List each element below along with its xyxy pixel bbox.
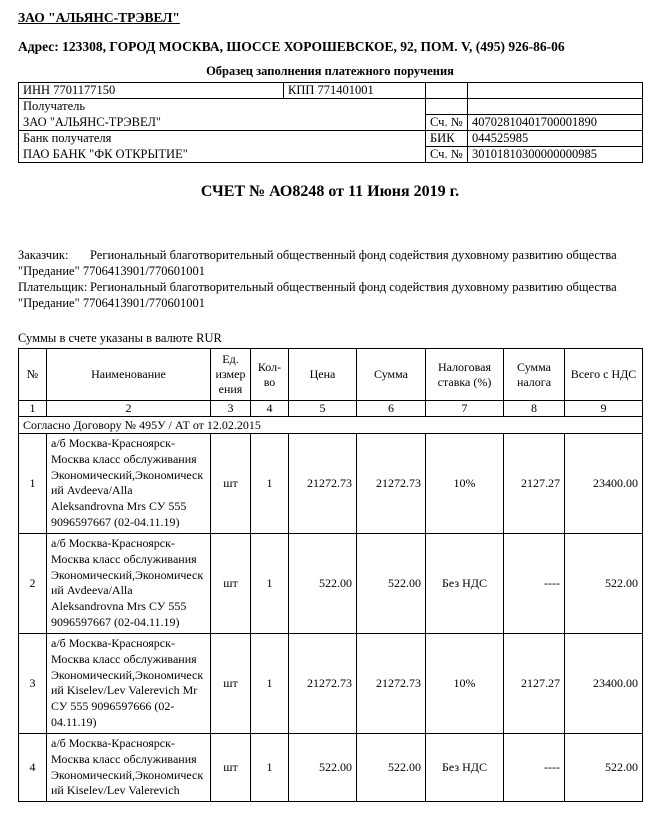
item-row (19, 434, 643, 534)
col-header-num: № (19, 349, 47, 401)
bank-requisites-table (18, 82, 643, 163)
column-number: 3 (211, 401, 251, 417)
item-sum: 21272.73 (357, 633, 426, 733)
column-number: 4 (251, 401, 289, 417)
column-number: 2 (47, 401, 211, 417)
bik-value: 044525985 (468, 131, 643, 147)
customer-line (18, 247, 642, 279)
item-number: 4 (19, 733, 47, 801)
item-unit: шт (211, 633, 251, 733)
item-unit: шт (211, 533, 251, 633)
inn-cell: ИНН 7701177150 (19, 83, 284, 99)
recipient-account-label: Сч. № (426, 115, 468, 131)
recipient-name: ЗАО "АЛЬЯНС-ТРЭВЕЛ" (19, 115, 426, 131)
payer-text: Региональный благотворительный общественный фонд содействия духовному развитию общества "Предание" 7706413901/770601001 (18, 280, 617, 310)
item-number: 2 (19, 533, 47, 633)
col-header-name: Наименование (47, 349, 211, 401)
item-tax-sum: ---- (504, 533, 565, 633)
company-address: Адрес: 123308, ГОРОД МОСКВА, ШОССЕ ХОРОШЕВСКОЕ, 92, ПОМ. V, (495) 926-86-06 (18, 39, 565, 54)
column-number: 5 (289, 401, 357, 417)
invoice-title: СЧЕТ № АО8248 от 11 Июня 2019 г. (200, 183, 460, 200)
column-number: 9 (565, 401, 643, 417)
item-name: а/б Москва-Красноярск-Москва класс обслуживания Экономический,Экономический Kiselev/Lev Valerevich Mr СУ 555 9096597666 (02-04.11.19) (47, 633, 211, 733)
payment-sample-title: Образец заполнения платежного поручения (206, 64, 454, 78)
recipient-label: Получатель (19, 99, 426, 115)
requisites-row-recipient-label (19, 99, 643, 115)
bik-label: БИК (426, 131, 468, 147)
item-price: 21272.73 (289, 434, 357, 534)
item-qty: 1 (251, 633, 289, 733)
bank-label: Банк получателя (19, 131, 426, 147)
item-row (19, 733, 643, 801)
item-price: 21272.73 (289, 633, 357, 733)
column-numbers-row (19, 401, 643, 417)
recipient-account-value: 40702810401700001890 (468, 115, 643, 131)
items-table (18, 348, 643, 802)
item-total: 23400.00 (565, 633, 643, 733)
items-header-row (19, 349, 643, 401)
empty-cell (468, 99, 643, 115)
col-header-price: Цена (289, 349, 357, 401)
kpp-cell: КПП 771401001 (284, 83, 426, 99)
column-number: 7 (426, 401, 504, 417)
requisites-row-inn (19, 83, 643, 99)
column-number: 6 (357, 401, 426, 417)
item-unit: шт (211, 434, 251, 534)
item-name: а/б Москва-Красноярск-Москва класс обслуживания Экономический,Экономический Avdeeva/Alla Aleksandrovna Mrs СУ 555 9096597667 (02-04.11.19) (47, 434, 211, 534)
col-header-sum: Сумма (357, 349, 426, 401)
item-total: 522.00 (565, 733, 643, 801)
item-tax-sum: ---- (504, 733, 565, 801)
requisites-row-bank-label (19, 131, 643, 147)
empty-cell (426, 99, 468, 115)
company-name: ЗАО "АЛЬЯНС-ТРЭВЕЛ" (18, 10, 180, 25)
item-unit: шт (211, 733, 251, 801)
item-qty: 1 (251, 434, 289, 534)
item-total: 522.00 (565, 533, 643, 633)
item-tax-rate: 10% (426, 633, 504, 733)
item-qty: 1 (251, 533, 289, 633)
bank-name: ПАО БАНК "ФК ОТКРЫТИЕ" (19, 147, 426, 163)
payer-label: Плательщик: (18, 280, 88, 294)
item-tax-rate: Без НДС (426, 533, 504, 633)
requisites-row-bank-name (19, 147, 643, 163)
item-tax-rate: Без НДС (426, 733, 504, 801)
item-tax-sum: 2127.27 (504, 434, 565, 534)
parties-block (18, 247, 642, 311)
col-header-total: Всего с НДС (565, 349, 643, 401)
empty-cell (468, 83, 643, 99)
item-row (19, 533, 643, 633)
item-tax-rate: 10% (426, 434, 504, 534)
payer-line (18, 279, 642, 311)
column-number: 1 (19, 401, 47, 417)
item-number: 3 (19, 633, 47, 733)
item-price: 522.00 (289, 533, 357, 633)
col-header-unit: Ед. измерения (211, 349, 251, 401)
empty-cell (426, 83, 468, 99)
column-number: 8 (504, 401, 565, 417)
item-sum: 522.00 (357, 533, 426, 633)
corr-account-label: Сч. № (426, 147, 468, 163)
item-sum: 522.00 (357, 733, 426, 801)
customer-label: Заказчик: (18, 248, 69, 262)
item-number: 1 (19, 434, 47, 534)
item-sum: 21272.73 (357, 434, 426, 534)
col-header-tax-rate: Налоговая ставка (%) (426, 349, 504, 401)
item-name: а/б Москва-Красноярск-Москва класс обслуживания Экономический,Экономический Avdeeva/Alla Aleksandrovna Mrs СУ 555 9096597667 (02-04.11.19) (47, 533, 211, 633)
requisites-row-recipient-name (19, 115, 643, 131)
item-tax-sum: 2127.27 (504, 633, 565, 733)
item-total: 23400.00 (565, 434, 643, 534)
contract-note-row (19, 417, 643, 434)
item-row (19, 633, 643, 733)
customer-text: Региональный благотворительный общественный фонд содействия духовному развитию общества "Предание" 7706413901/770601001 (18, 248, 617, 278)
corr-account-value: 30101810300000000985 (468, 147, 643, 163)
item-name: а/б Москва-Красноярск-Москва класс обслуживания Экономический,Экономический Kiselev/Lev Valerevich (47, 733, 211, 801)
col-header-qty: Кол-во (251, 349, 289, 401)
col-header-tax-sum: Сумма налога (504, 349, 565, 401)
contract-note: Согласно Договору № 495У / АТ от 12.02.2015 (19, 417, 643, 434)
item-qty: 1 (251, 733, 289, 801)
item-price: 522.00 (289, 733, 357, 801)
currency-note: Суммы в счете указаны в валюте RUR (18, 331, 222, 345)
